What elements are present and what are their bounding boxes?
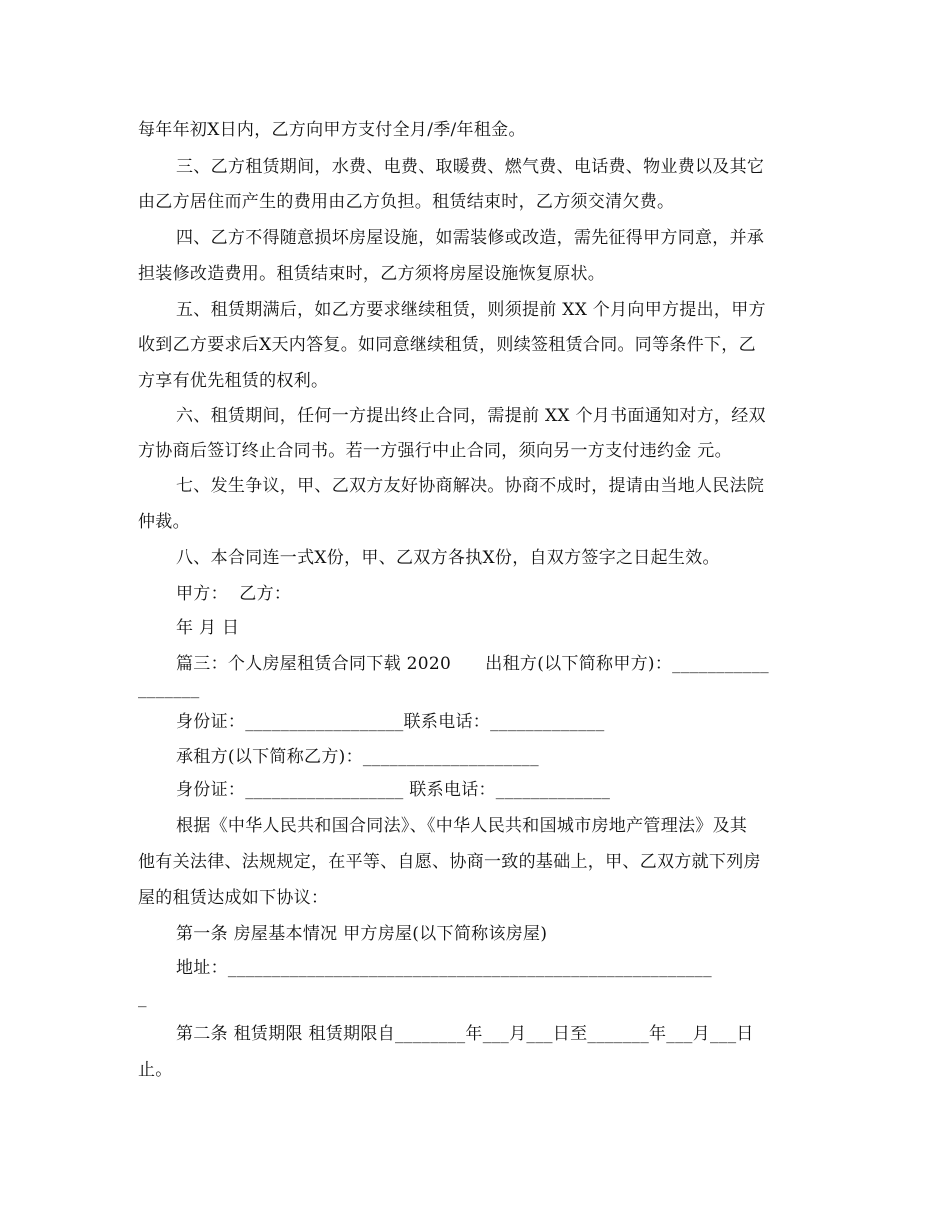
- text-line: 仲裁。: [138, 512, 190, 532]
- text-line: 甲方： 乙方：: [176, 584, 292, 604]
- text-line: 收到乙方要求后X天内答复。如同意继续租赁，则续签租赁合同。同等条件下，乙: [138, 335, 756, 355]
- text-line: _: [138, 988, 147, 1008]
- text-line: 承租方(以下简称乙方)：____________________: [176, 747, 539, 767]
- text-line: 篇三：个人房屋租赁合同下载 2020 出租方(以下简称甲方)：___________: [176, 654, 769, 674]
- text-line: 第一条 房屋基本情况 甲方房屋(以下简称该房屋): [176, 924, 548, 944]
- text-line: 担装修改造费用。租赁结束时，乙方须将房屋设施恢复原状。: [138, 264, 606, 284]
- text-line: 他有关法律、法规规定，在平等、自愿、协商一致的基础上，甲、乙双方就下列房: [138, 852, 761, 872]
- text-line: 七、发生争议，甲、乙双方友好协商解决。协商不成时，提请由当地人民法院: [176, 476, 765, 496]
- text-line: _______: [138, 679, 200, 699]
- text-line: 方享有优先租赁的权利。: [138, 371, 329, 391]
- text-line: 身份证：__________________ 联系电话：_____________: [176, 780, 611, 800]
- text-line: 每年年初X日内，乙方向甲方支付全月/季/年租金。: [138, 120, 526, 140]
- text-line: 六、租赁期间，任何一方提出终止合同，需提前 XX 个月书面通知对方，经双: [176, 406, 766, 426]
- text-line: 年 月 日: [176, 618, 240, 638]
- text-line: 三、乙方租赁期间，水费、电费、取暖费、燃气费、电话费、物业费以及其它: [176, 157, 765, 177]
- text-line: 根据《中华人民共和国合同法》、《中华人民共和国城市房地产管理法》及其: [176, 816, 748, 836]
- text-line: 第二条 租赁期限 租赁期限自________年___月___日至_______年___月___日: [176, 1024, 754, 1044]
- text-line: 屋的租赁达成如下协议：: [138, 888, 329, 908]
- text-line: 地址：_______________________________________________________: [176, 958, 712, 978]
- text-line: 由乙方居住而产生的费用由乙方负担。租赁结束时，乙方须交清欠费。: [138, 192, 675, 212]
- text-line: 八、本合同连一式X份，甲、乙双方各执X份，自双方签字之日起生效。: [176, 548, 720, 568]
- text-line: 方协商后签订终止合同书。若一方强行中止合同，须向另一方支付违约金 元。: [138, 441, 732, 461]
- text-line: 五、租赁期满后，如乙方要求继续租赁，则须提前 XX 个月向甲方提出，甲方: [176, 300, 766, 320]
- text-line: 身份证：__________________联系电话：_____________: [176, 712, 605, 732]
- text-line: 止。: [138, 1060, 173, 1080]
- text-line: 四、乙方不得随意损坏房屋设施，如需装修或改造，需先征得甲方同意，并承: [176, 228, 765, 248]
